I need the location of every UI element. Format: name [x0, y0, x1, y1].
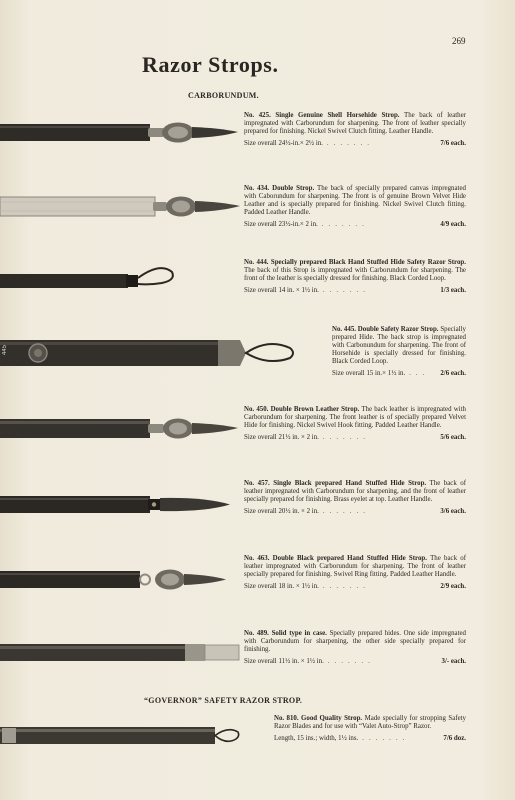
- item-description: The back of specially prepared canvas impregnated with Caborundum for sharpening. The front is of genuine Brown Velvet Hide Leather and is specially prepared for finishing. Nickel Swivel Clutch fitting. Padded Leather Handle.: [244, 185, 466, 216]
- item-price: 2/6 each.: [440, 369, 466, 377]
- item-number: No. 457.: [244, 480, 270, 487]
- item-number: No. 489.: [244, 630, 269, 637]
- strop-810-illustration: [0, 718, 240, 752]
- strop-457-illustration: [0, 487, 240, 521]
- strop-434-illustration: [0, 192, 240, 222]
- item-size: Size overall 14 in. × 1½ in.: [244, 286, 319, 294]
- page-title: Razor Strops.: [142, 52, 279, 77]
- strop-445-illustration: [0, 330, 300, 378]
- section-heading-carborundum: CARBORUNDUM.: [188, 91, 259, 100]
- strop-entry-425: No. 425. Single Genuine Shell Horsehide Strop. The back of leather impregnated with Carborundum for sharpening. The front of leather specially prepared for finishing. Nickel Swivel Clutch fitting. Leather Handle. Size overall 24½-in.× 2½ in. ....... 7/6 each.: [244, 112, 466, 147]
- strop-entry-463: No. 463. Double Black prepared Hand Stuffed Hide Strop. The back of leather impregnated with Carborundum for sharpening. The front of leather specially prepared for finishing. Swivel Ring fitting. Padded Leather Handle. Size overall 18 in. × 1½ in. ....... 2/9 each.: [244, 555, 466, 590]
- strop-444-illustration: [0, 262, 240, 296]
- section-heading-governor: “GOVERNOR” SAFETY RAZOR STROP.: [144, 696, 303, 705]
- item-number: No. 425.: [244, 112, 271, 119]
- item-description: The back leather is impregnated with Carborundum for sharpening. The front leather is of specially prepared Velvet Hide for finishing. Nickel Swivel Hook fitting. Padded Leather Handle.: [244, 406, 466, 429]
- item-description: Specially prepared hides. One side impregnated with Carborundum for sharpening, the other side specially prepared for finishing.: [244, 630, 466, 653]
- item-description: Made specially for stropping Safety Razor Blades and for use with “Valet Auto-Strop” Razor.: [274, 715, 466, 730]
- item-title: Single Black prepared Hand Stuffed Hide Strop.: [273, 480, 427, 487]
- item-number: No. 434.: [244, 185, 270, 192]
- strop-entry-457: No. 457. Single Black prepared Hand Stuffed Hide Strop. The back of leather impregnated with Carborundum for sharpening, and the front of leather specially prepared for finishing. Brass eyelet at top. Leather Handle. Size overall 20½ in. × 2 in. ....... 3/6 each.: [244, 480, 467, 515]
- strop-entry-445: No. 445. Double Safety Razor Strop. Specially prepared Hide. The back strop is impregnated with Carbonundum for sharpening. The front of Horsehide is specially dressed for finishing. Black Corded Loop. Size overall 15 in.× 1½ in. ... 2/6 each.: [332, 326, 466, 377]
- item-size: Size overall 21½ in. × 2 in.: [244, 433, 319, 441]
- strop-entry-810: No. 810. Good Quality Strop. Made specially for stropping Safety Razor Blades and for use with “Valet Auto-Strop” Razor. Length, 15 ins.; width, 1½ ins. ....... 7/6 doz.: [274, 715, 466, 742]
- item-size: Size overall 15 in.× 1½ in.: [332, 369, 406, 377]
- item-number: No. 444.: [244, 259, 269, 266]
- item-description: The back of leather impregnated with Carborundum for sharpening. The front of leather specially prepared for finishing. Nickel Swivel Clutch fitting. Leather Handle.: [244, 112, 466, 135]
- item-title: Single Genuine Shell Horsehide Strop.: [275, 112, 400, 119]
- item-price: 3/6 each.: [440, 507, 466, 515]
- item-title: Double Black prepared Hand Stuffed Hide Strop.: [272, 555, 427, 562]
- item-title: Specially prepared Black Hand Stuffed Hide Safety Razor Strop.: [270, 259, 466, 266]
- item-size: Length, 15 ins.; width, 1½ ins.: [274, 734, 359, 742]
- strop-425-illustration: [0, 118, 240, 148]
- strop-450-illustration: [0, 411, 240, 445]
- strop-489-illustration: [0, 635, 240, 669]
- item-description: Specially prepared Hide. The back strop is impregnated with Carbonundum for sharpening. The front of Horsehide is specially dressed for finishing. Black Corded Loop.: [332, 326, 466, 365]
- item-description: The back of leather impregnated with Carborundum for sharpening. The front of leather specially prepared for finishing. Swivel Ring fitting. Padded Leather Handle.: [244, 555, 466, 578]
- strop-entry-450: No. 450. Double Brown Leather Strop. The back leather is impregnated with Carborundum for sharpening. The front leather is of specially prepared Velvet Hide for finishing. Nickel Swivel Hook fitting. Padded Leather Handle. Size overall 21½ in. × 2 in. ....... 5/6 each.: [244, 406, 466, 441]
- item-description: The back of this Strop is impregnated with Carborundum for sharpening. The front of the leather is specially dressed for finishing. Black Corded Loop.: [244, 266, 466, 282]
- strop-445-stamped-number: 445: [2, 345, 8, 356]
- item-size: Size overall 20½ in. × 2 in.: [244, 507, 319, 515]
- strop-entry-434: No. 434. Double Strop. The back of specially prepared canvas impregnated with Caborundum for sharpening. The front is of genuine Brown Velvet Hide Leather and is specially prepared for finishing. Nickel Swivel Clutch fitting. Padded Leather Handle. Size overall 23½-in.× 2 in. ....... 4/9 each.: [244, 185, 466, 228]
- item-size: Size overall 24½-in.× 2½ in.: [244, 139, 323, 147]
- item-price: 3/- each.: [441, 657, 466, 665]
- item-number: No. 810.: [274, 715, 299, 722]
- item-title: Solid type in case.: [271, 630, 327, 637]
- item-price: 1/3 each.: [440, 286, 466, 294]
- item-title: Double Strop.: [272, 185, 315, 192]
- item-title: Double Safety Razor Strop.: [357, 326, 439, 333]
- item-price: 2/9 each.: [440, 582, 466, 590]
- item-size: Size overall 23½-in.× 2 in.: [244, 220, 318, 228]
- page-number: 269: [452, 36, 466, 46]
- strop-463-illustration: [0, 562, 240, 596]
- item-price: 4/9 each.: [440, 220, 466, 228]
- item-number: No. 445.: [332, 326, 356, 333]
- item-price: 7/6 each.: [440, 139, 466, 147]
- item-number: No. 450.: [244, 406, 269, 413]
- item-size: Size overall 11½ in. × 1½ in.: [244, 657, 324, 665]
- item-number: No. 463.: [244, 555, 270, 562]
- item-price: 5/6 each.: [440, 433, 466, 441]
- strop-entry-444: No. 444. Specially prepared Black Hand Stuffed Hide Safety Razor Strop. The back of this Strop is impregnated with Carborundum for sharpening. The front of the leather is specially dressed for finishing. Black Corded Loop. Size overall 14 in. × 1½ in. ....... 1/3 each.: [244, 259, 466, 294]
- strop-entry-489: No. 489. Solid type in case. Specially prepared hides. One side impregnated with Carborundum for sharpening, the other side specially prepared for finishing. Size overall 11½ in. × 1½ in. ....... 3/- each.: [244, 630, 466, 665]
- item-description: The back of leather impregnated with Carborundum for sharpening, and the front of leather specially prepared for finishing. Brass eyelet at top. Leather Handle.: [244, 480, 467, 503]
- item-title: Double Brown Leather Strop.: [270, 406, 360, 413]
- item-size: Size overall 18 in. × 1½ in.: [244, 582, 319, 590]
- item-price: 7/6 doz.: [443, 734, 466, 742]
- item-title: Good Quality Strop.: [301, 715, 363, 722]
